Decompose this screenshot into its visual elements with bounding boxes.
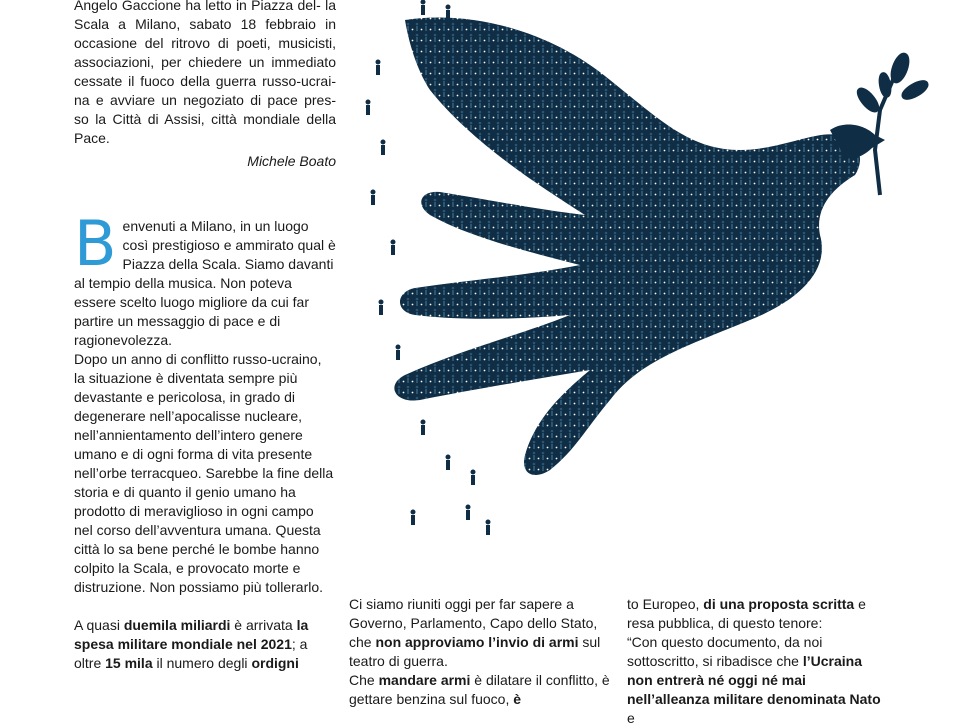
bold-run: mandare armi bbox=[378, 672, 471, 688]
middle-paragraph bbox=[349, 595, 611, 671]
article-right-column bbox=[627, 595, 889, 728]
text-run: sul teatro di guerra. bbox=[349, 634, 601, 669]
text-run: e bbox=[627, 710, 635, 726]
text-run: e resa pubblica, di questo tenore: bbox=[627, 596, 866, 631]
intro-line: Pace. bbox=[74, 130, 110, 146]
intro-author: Michele Boato bbox=[247, 153, 336, 169]
bold-run: è bbox=[513, 691, 522, 707]
intro-block bbox=[74, 0, 336, 171]
dove-body bbox=[394, 18, 860, 476]
intro-line: so la Città di Assisi, città mondiale della bbox=[74, 111, 336, 127]
bold-run: 15 mila bbox=[105, 655, 153, 671]
text-run: to Europeo, bbox=[627, 596, 704, 612]
bold-run: la spesa militare mondiale nel 2021 bbox=[74, 617, 309, 652]
intro-line: occasione del ritrovo di poeti, musicisti, bbox=[74, 35, 336, 51]
intro-line: cessate il fuoco della guerra russo-ucrai- bbox=[74, 73, 336, 89]
article-left-column bbox=[74, 207, 336, 673]
intro-line: Angelo Gaccione ha letto in Piazza del- bbox=[74, 0, 321, 13]
middle-paragraph-2 bbox=[349, 671, 611, 709]
dove-of-walking-people-icon bbox=[360, 0, 930, 560]
intro-line: na e avviare un negoziato di pace pres- bbox=[74, 92, 336, 108]
text-run: Che bbox=[349, 672, 379, 688]
text-run: è dilatare il conflitto, è gettare benzina sul fuoco, bbox=[349, 672, 610, 707]
text-run: “Con questo documento, da noi sottoscritto, si ribadisce che bbox=[627, 634, 823, 669]
olive-branch-icon bbox=[856, 53, 929, 195]
intro-line: la Scala a Milano, sabato 18 febbraio in bbox=[74, 0, 336, 32]
bold-run: di una proposta scritta bbox=[703, 596, 855, 612]
text-run: è arrivata bbox=[230, 617, 297, 633]
article-paragraph-2 bbox=[74, 616, 336, 673]
text-run: ; a oltre bbox=[74, 636, 308, 671]
text-run: Ci siamo riuniti oggi per far sapere a Governo, Parlamento, Capo dello Stato, che bbox=[349, 596, 598, 650]
intro-text bbox=[74, 0, 336, 148]
bold-run: non approviamo l’invio di armi bbox=[375, 634, 579, 650]
bold-run: duemila miliardi bbox=[123, 617, 231, 633]
article-text: envenuti a Milano, in un luogo così prestigioso e ammirato qual è Piazza della Scala. Siamo davanti al tempio della musica. Non poteva essere scelto luogo migliore da cui far partire un messaggio di pace e di ragionevolezza. bbox=[74, 218, 336, 348]
article-paragraph-1 bbox=[74, 207, 336, 350]
article-middle-column bbox=[349, 595, 611, 709]
right-paragraph bbox=[627, 595, 889, 633]
article-paragraph-1b: Dopo un anno di conflitto russo-ucraino, la situazione è diventata sempre più devastante e pericolosa, in grado di degenerare nell’apocalisse nucleare, nell’annientamento dell’intero genere umano e di ogni forma di vita presente nell’orbe terracqueo. Sarebbe la fine della storia e di quanto il genio umano ha prodotto di meraviglioso in ogni campo nel corso dell’avventura umana. Questa città lo sa bene perché le bombe hanno colpito la Scala, e provocato morte e distruzione. Non possiamo più tollerarlo. bbox=[74, 351, 334, 595]
right-paragraph-2 bbox=[627, 633, 889, 728]
bold-run: ordigni bbox=[251, 655, 299, 671]
drop-cap: B bbox=[74, 207, 117, 280]
text-run: A quasi bbox=[74, 617, 124, 633]
text-run: il numero degli bbox=[152, 655, 252, 671]
bold-run: l’Ucraina non entrerà né oggi né mai nell’alleanza militare denominata Nato bbox=[627, 653, 881, 707]
intro-line: associazioni, per chiedere un immediato bbox=[74, 54, 336, 70]
